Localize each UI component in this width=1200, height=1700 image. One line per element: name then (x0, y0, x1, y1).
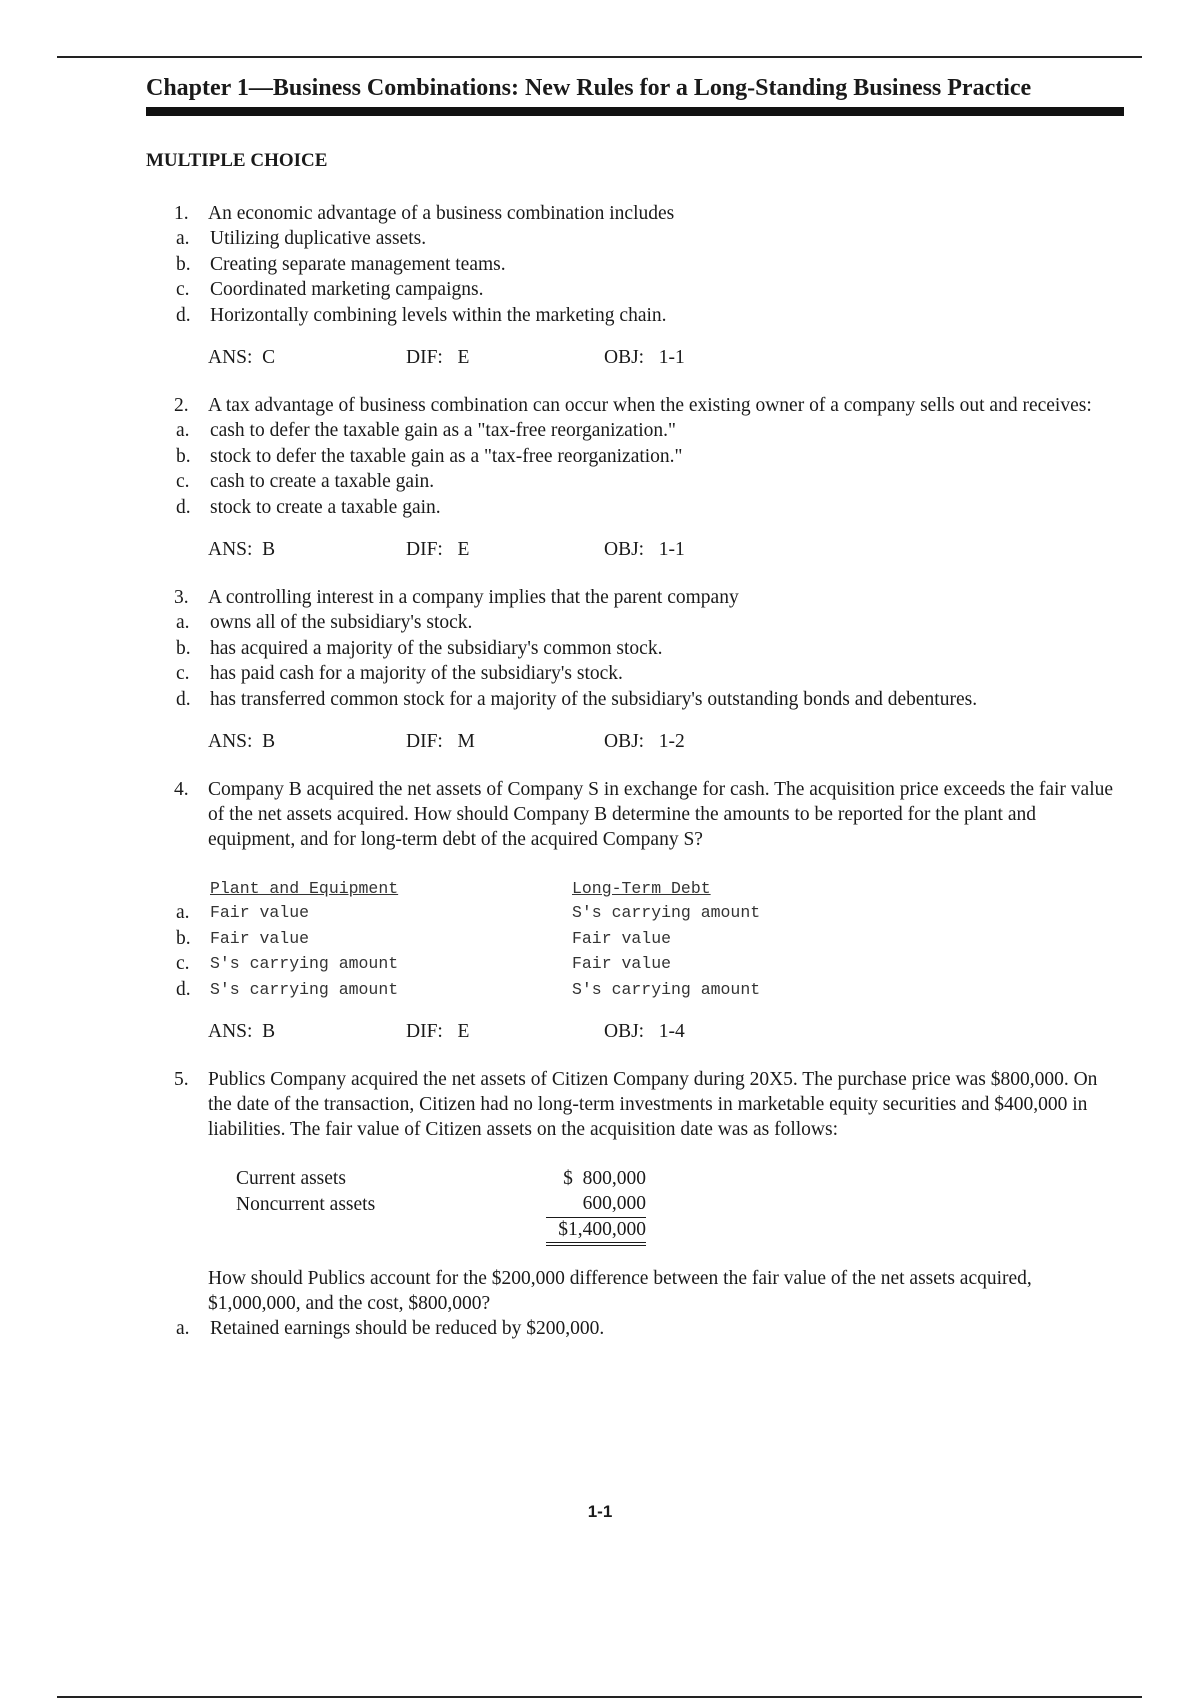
answer-line (174, 538, 1126, 562)
asset-total-row: $1,400,000 (236, 1218, 736, 1246)
question-number: 2. (174, 395, 189, 416)
question-text: Company B acquired the net assets of Company S in exchange for cash. The acquisition price exceeds the fair value of the net assets acquired. How should Company B determine the amounts to be reported for the plant and equipment, and for long-term debt of the acquired Company S? (208, 779, 1114, 850)
option-c: c. Coordinated marketing campaigns. (176, 279, 484, 300)
objective: OBJ: 1-1 (604, 347, 685, 368)
answer-line (174, 1020, 1126, 1044)
objective: OBJ: 1-1 (604, 539, 685, 560)
table-row: c. S's carrying amount Fair value (176, 953, 672, 974)
answer-line (174, 346, 1126, 370)
option-a: a. owns all of the subsidiary's stock. (176, 612, 473, 633)
difficulty: DIF: E (406, 347, 470, 368)
question-1 (174, 201, 1126, 370)
table-row: a. Fair value S's carrying amount (176, 902, 761, 923)
top-rule (57, 56, 1142, 58)
question-5 (174, 1067, 1126, 1342)
option-a: a. Utilizing duplicative assets. (176, 228, 427, 249)
option-d: d. Horizontally combining levels within the marketing chain. (176, 304, 667, 326)
answer-table (174, 878, 1126, 1002)
asset-table (174, 1166, 736, 1246)
page-number: 1-1 (587, 1502, 613, 1521)
question-number: 3. (174, 587, 189, 608)
option-list (174, 418, 1126, 520)
objective: OBJ: 1-2 (604, 731, 685, 752)
difficulty: DIF: M (406, 731, 475, 752)
question-3 (174, 585, 1126, 754)
table-header-plant: Plant and Equipment (210, 879, 399, 898)
option-a: a. cash to defer the taxable gain as a "tax-free reorganization." (176, 420, 677, 441)
objective: OBJ: 1-4 (604, 1021, 685, 1042)
answer: ANS: B (208, 539, 276, 560)
section-heading: MULTIPLE CHOICE (146, 150, 328, 171)
chapter-title: Chapter 1—Business Combinations: New Rules for a Long-Standing Business Practice (146, 70, 1124, 116)
option-list (174, 226, 1126, 328)
question-text: An economic advantage of a business combination includes (208, 203, 675, 224)
table-header-debt: Long-Term Debt (572, 879, 711, 898)
bottom-rule (57, 1696, 1142, 1698)
answer: ANS: B (208, 1021, 276, 1042)
table-row: b. Fair value Fair value (176, 927, 672, 949)
document-page (146, 70, 1126, 1365)
difficulty: DIF: E (406, 1021, 470, 1042)
follow-up-question: How should Publics account for the $200,000 difference between the fair value of the net assets acquired, $1,000,000, and the cost, $800,000? (208, 1268, 1032, 1314)
question-list (146, 201, 1126, 1342)
answer-line (174, 730, 1126, 754)
question-number: 5. (174, 1069, 189, 1090)
asset-row: Noncurrent assets 600,000 (236, 1192, 736, 1218)
answer: ANS: C (208, 347, 276, 368)
option-b: b. Creating separate management teams. (176, 253, 506, 275)
table-row: d. S's carrying amount S's carrying amount (176, 978, 761, 1000)
question-2 (174, 393, 1126, 562)
question-number: 4. (174, 779, 189, 800)
option-list (174, 610, 1126, 712)
option-d: d. stock to create a taxable gain. (176, 496, 441, 518)
question-number: 1. (174, 203, 189, 224)
option-c: c. cash to create a taxable gain. (176, 471, 435, 492)
asset-row: Current assets $ 800,000 (236, 1168, 646, 1189)
answer: ANS: B (208, 731, 276, 752)
option-a: a. Retained earnings should be reduced by $200,000. (176, 1318, 605, 1339)
option-d: d. has transferred common stock for a majority of the subsidiary's outstanding bonds and debentures. (176, 688, 978, 710)
question-text: A tax advantage of business combination can occur when the existing owner of a company sells out and receives: (208, 395, 1092, 416)
difficulty: DIF: E (406, 539, 470, 560)
question-text: A controlling interest in a company implies that the parent company (208, 587, 739, 608)
option-b: b. has acquired a majority of the subsidiary's common stock. (176, 637, 663, 659)
option-c: c. has paid cash for a majority of the subsidiary's stock. (176, 663, 623, 684)
question-text: Publics Company acquired the net assets of Citizen Company during 20X5. The purchase price was $800,000. On the date of the transaction, Citizen had no long-term investments in marketable equity securities and $400,000 in liabilities. The fair value of Citizen assets on the acquisition date was as follows: (208, 1069, 1098, 1140)
option-b: b. stock to defer the taxable gain as a "tax-free reorganization." (176, 445, 683, 467)
option-list (174, 1316, 1126, 1342)
question-4 (174, 777, 1126, 1044)
